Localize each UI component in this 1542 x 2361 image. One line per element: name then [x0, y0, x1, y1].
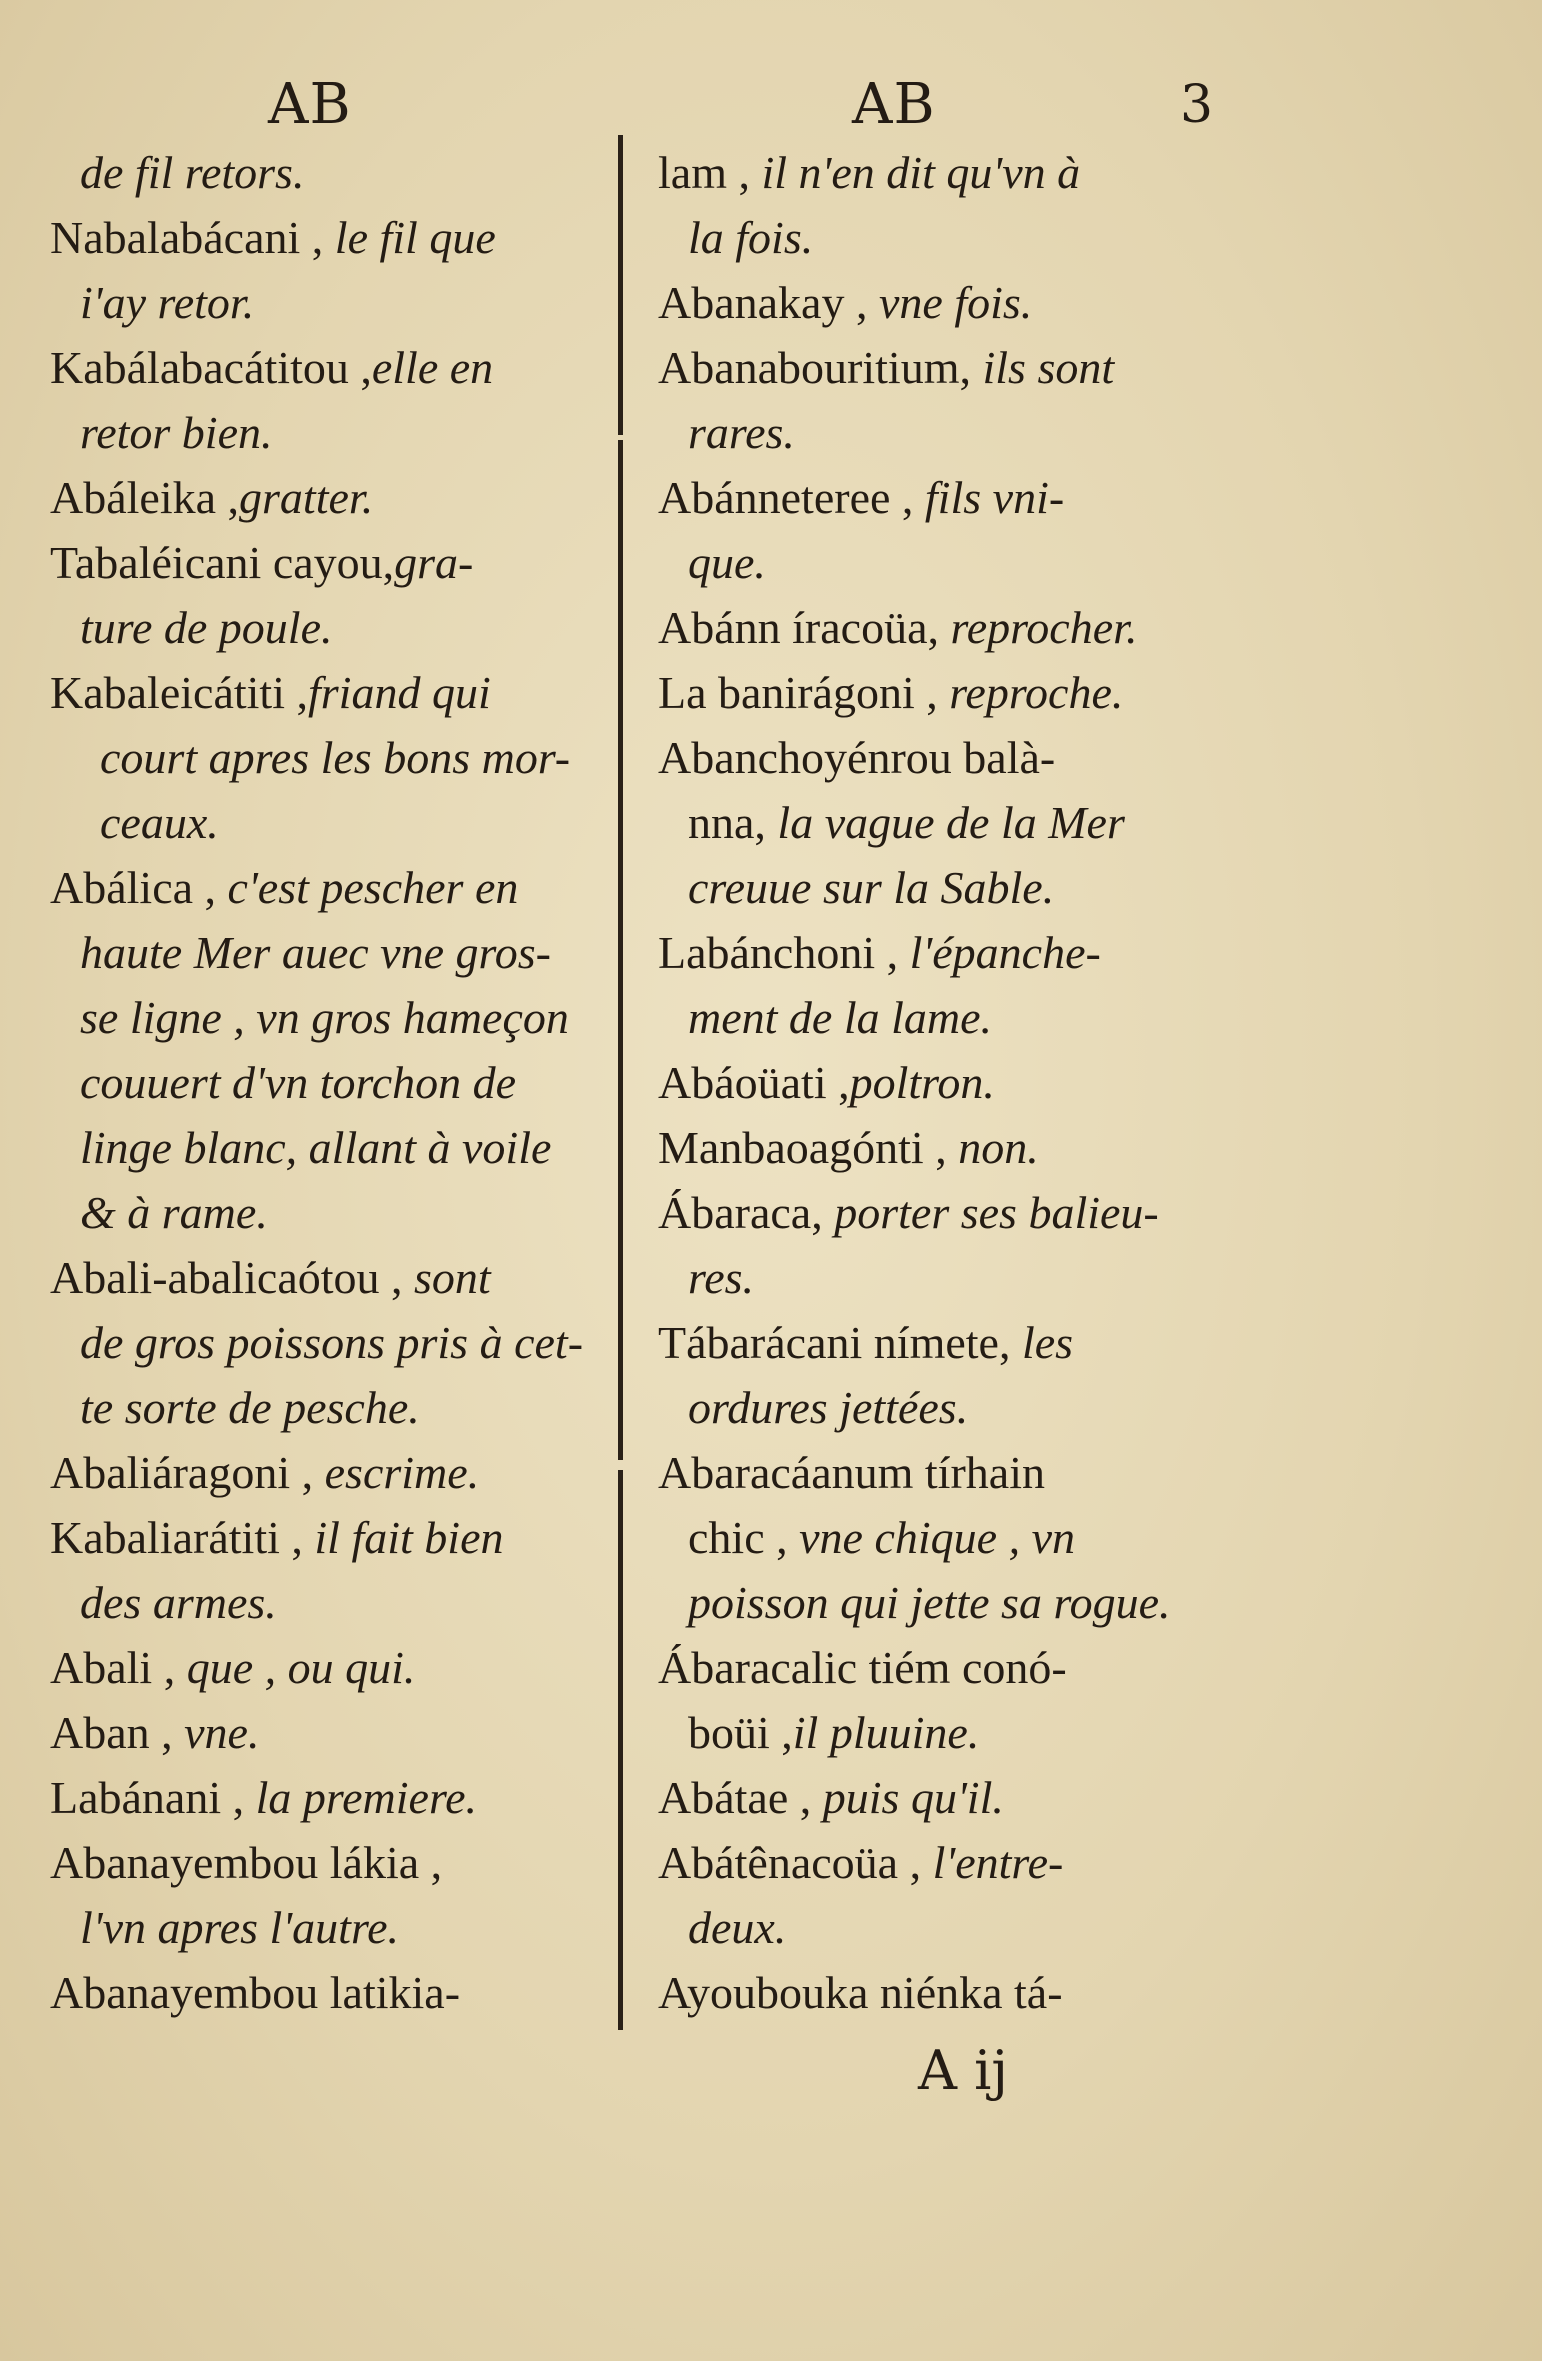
entry-line	[50, 1115, 620, 1180]
definition: deux.	[688, 1902, 787, 1953]
definition: ment de la lame.	[688, 992, 993, 1043]
headword: Abanayembou latikia-	[50, 1967, 461, 2018]
definition: vne chique , vn	[799, 1512, 1075, 1563]
definition: il pluuine.	[792, 1707, 980, 1758]
separator	[788, 1512, 800, 1563]
headword: Ayoubouka niénka tá-	[658, 1967, 1063, 2018]
entry-line	[50, 400, 620, 465]
definition: creuue sur la Sable.	[688, 862, 1055, 913]
entry-line	[50, 1570, 620, 1635]
definition: court apres les bons mor-	[100, 732, 571, 783]
definition: porter ses balieu-	[834, 1187, 1159, 1238]
headword: Kabaliarátiti	[50, 1512, 280, 1563]
right-column	[658, 140, 1258, 2025]
entry-line	[658, 595, 1258, 660]
definition: puis qu'il.	[822, 1772, 1004, 1823]
definition: linge blanc, allant à voile	[80, 1122, 552, 1173]
definition: de gros poissons pris à cet-	[80, 1317, 584, 1368]
definition: elle en	[371, 342, 494, 393]
definition: fils vni-	[924, 472, 1065, 523]
definition: l'vn apres l'autre.	[80, 1902, 400, 1953]
definition: le fil que	[334, 212, 496, 263]
entry-line	[50, 1765, 620, 1830]
entry-line	[658, 1310, 1258, 1375]
entry-line	[50, 790, 620, 855]
separator: ,	[379, 1252, 415, 1303]
headword: Abanchoyénrou balà-	[658, 732, 1056, 783]
headword: Abali-abalicaótou	[50, 1252, 380, 1303]
entry-line	[50, 270, 620, 335]
entry-line	[658, 1635, 1258, 1700]
entry-line	[658, 1440, 1258, 1505]
headword: Abátênacoüa ,	[658, 1837, 922, 1888]
separator: ,	[348, 342, 372, 393]
definition: que.	[688, 537, 766, 588]
definition: couuert d'vn torchon de	[80, 1057, 517, 1108]
headword: chic ,	[688, 1512, 788, 1563]
definition: poltron.	[849, 1057, 995, 1108]
entry-line	[50, 920, 620, 985]
entry-line	[50, 1440, 620, 1505]
entry-line	[658, 1115, 1258, 1180]
separator: ,	[914, 667, 950, 718]
headword: boüi ,	[688, 1707, 793, 1758]
entry-line	[658, 1375, 1258, 1440]
separator	[1010, 1317, 1022, 1368]
definition: l'épanche-	[909, 927, 1101, 978]
separator: ,	[844, 277, 879, 328]
definition: des armes.	[80, 1577, 277, 1628]
headword: Abátae	[658, 1772, 789, 1823]
running-head-right: AB	[852, 72, 936, 137]
entry-line	[658, 920, 1258, 985]
definition: te sorte de pesche.	[80, 1382, 420, 1433]
definition: se ligne , vn gros hameçon	[80, 992, 569, 1043]
separator	[971, 342, 983, 393]
entry-line	[658, 140, 1258, 205]
separator: ,	[826, 1057, 850, 1108]
headword: Manbaoagónti	[658, 1122, 924, 1173]
column-rule	[618, 1470, 623, 2030]
separator: ,	[290, 1447, 325, 1498]
separator	[823, 1187, 835, 1238]
headword: Labánchoni	[658, 927, 876, 978]
definition: ordures jettées.	[688, 1382, 969, 1433]
definition: retor bien.	[80, 407, 273, 458]
headword: Abanakay	[658, 277, 845, 328]
separator: ,	[152, 1642, 187, 1693]
definition: reprocher.	[950, 602, 1138, 653]
separator: ,	[890, 472, 925, 523]
running-head-left: AB	[268, 72, 352, 137]
separator: ,	[875, 927, 910, 978]
headword: Ábaracalic tiém conó-	[658, 1642, 1067, 1693]
headword: Abali	[50, 1642, 153, 1693]
entry-line	[658, 1765, 1258, 1830]
separator	[939, 602, 951, 653]
separator: ,	[285, 667, 308, 718]
entry-line	[50, 1310, 620, 1375]
definition: gratter.	[239, 472, 374, 523]
entry-line	[658, 1505, 1258, 1570]
headword: Abánneteree	[658, 472, 891, 523]
separator: ,	[279, 1512, 315, 1563]
entry-line	[50, 465, 620, 530]
definition: poisson qui jette sa rogue.	[688, 1577, 1171, 1628]
headword: nna,	[688, 797, 766, 848]
entry-line	[658, 1895, 1258, 1960]
definition: escrime.	[324, 1447, 480, 1498]
headword: Tabaléicani cayou,	[50, 537, 395, 588]
definition: ceaux.	[100, 797, 219, 848]
entry-line	[50, 1635, 620, 1700]
entry-line	[658, 790, 1258, 855]
entry-line	[50, 530, 620, 595]
headword: Nabalabácani	[50, 212, 301, 263]
definition: non.	[958, 1122, 1039, 1173]
entry-line	[50, 725, 620, 790]
column-rule	[618, 440, 623, 1460]
definition: ils sont	[982, 342, 1115, 393]
separator: ,	[300, 212, 335, 263]
entry-line	[50, 140, 620, 205]
entry-line	[50, 660, 620, 725]
headword: La banirágoni	[658, 667, 915, 718]
entry-line	[658, 1570, 1258, 1635]
separator: ,	[149, 1707, 185, 1758]
headword: Kabálabacátitou	[50, 342, 349, 393]
entry-line	[658, 1050, 1258, 1115]
entry-line	[50, 1505, 620, 1570]
entry-line	[658, 270, 1258, 335]
entry-line	[658, 1245, 1258, 1310]
definition: rares.	[688, 407, 795, 458]
headword: Abáoüati	[658, 1057, 827, 1108]
entry-line	[658, 1180, 1258, 1245]
entry-line	[658, 205, 1258, 270]
definition: il n'en dit qu'vn à	[761, 147, 1081, 198]
definition: l'entre-	[932, 1837, 1064, 1888]
entry-line	[658, 1960, 1258, 2025]
headword: Abánn íracoüa,	[658, 602, 939, 653]
definition: & à rame.	[80, 1187, 268, 1238]
headword: Abálica	[50, 862, 194, 913]
separator	[766, 797, 778, 848]
entry-line	[658, 1830, 1258, 1895]
definition: les	[1021, 1317, 1074, 1368]
definition: que , ou qui.	[186, 1642, 416, 1693]
definition: vne fois.	[878, 277, 1033, 328]
entry-line	[50, 985, 620, 1050]
definition: la vague de la Mer	[777, 797, 1125, 848]
entry-line	[658, 725, 1258, 790]
definition: la premiere.	[255, 1772, 478, 1823]
entry-line	[658, 465, 1258, 530]
definition: il fait bien	[314, 1512, 504, 1563]
headword: Abaliáragoni	[50, 1447, 291, 1498]
definition: haute Mer auec vne gros-	[80, 927, 551, 978]
entry-line	[50, 595, 620, 660]
left-column	[50, 140, 620, 2025]
entry-line	[658, 335, 1258, 400]
entry-line	[658, 660, 1258, 725]
entry-line	[50, 1180, 620, 1245]
column-rule	[618, 135, 623, 435]
entry-line	[658, 530, 1258, 595]
headword: lam ,	[658, 147, 762, 198]
separator: ,	[923, 1122, 959, 1173]
definition: friand qui	[308, 667, 491, 718]
page-number: 3	[1180, 75, 1215, 135]
entry-line	[50, 1050, 620, 1115]
headword: Abáleika	[50, 472, 217, 523]
headword: Abaracáanum tírhain	[658, 1447, 1045, 1498]
separator: ,	[221, 1772, 256, 1823]
entry-line	[658, 855, 1258, 920]
entry-line	[50, 1245, 620, 1310]
headword: Kabaleicátiti	[50, 667, 285, 718]
entry-line	[50, 1960, 620, 2025]
headword: Labánani	[50, 1772, 222, 1823]
headword: Tábarácani nímete,	[658, 1317, 1011, 1368]
definition: sont	[414, 1252, 491, 1303]
headword: Abanayembou lákia ,	[50, 1837, 443, 1888]
definition: vne.	[184, 1707, 260, 1758]
entry-line	[658, 985, 1258, 1050]
entry-line	[658, 400, 1258, 465]
entry-line	[50, 1830, 620, 1895]
definition: res.	[688, 1252, 755, 1303]
separator: ,	[216, 472, 240, 523]
entry-line	[50, 855, 620, 920]
definition: gra-	[394, 537, 474, 588]
definition: la fois.	[688, 212, 814, 263]
entry-line	[50, 205, 620, 270]
entry-line	[50, 335, 620, 400]
headword: Ábaraca,	[658, 1187, 823, 1238]
definition: i'ay retor.	[80, 277, 255, 328]
definition: ture de poule.	[80, 602, 333, 653]
definition: c'est pescher en	[227, 862, 519, 913]
definition: reproche.	[949, 667, 1124, 718]
separator	[921, 1837, 933, 1888]
entry-line	[50, 1895, 620, 1960]
headword: Abanabouritium,	[658, 342, 971, 393]
signature-mark: A ij	[918, 2039, 1009, 2102]
separator: ,	[788, 1772, 823, 1823]
entry-line	[50, 1375, 620, 1440]
separator: ,	[193, 862, 228, 913]
definition: de fil retors.	[80, 147, 305, 198]
headword: Aban	[50, 1707, 150, 1758]
entry-line	[50, 1700, 620, 1765]
entry-line	[658, 1700, 1258, 1765]
